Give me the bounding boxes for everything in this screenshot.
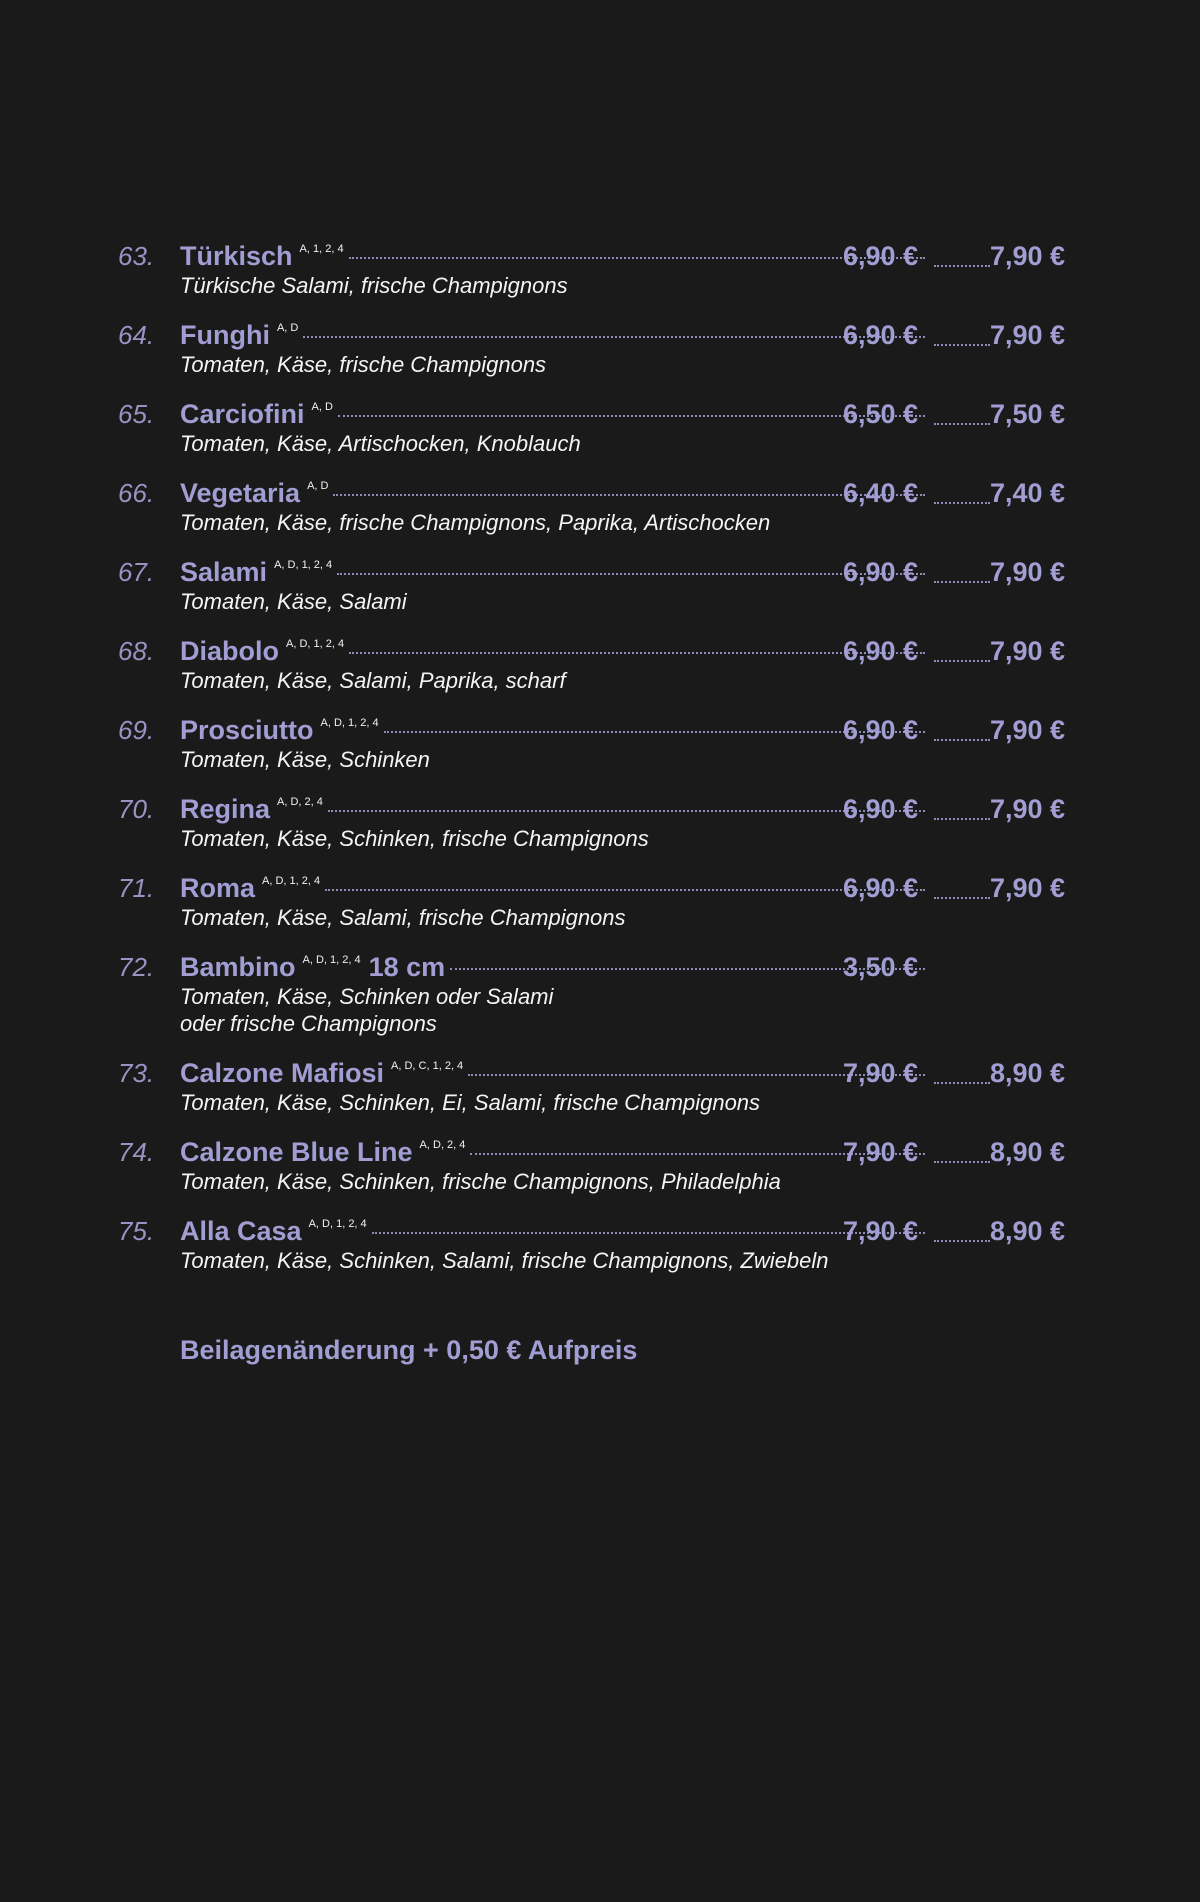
price-small: 6,50 € (843, 399, 919, 429)
price-small: 6,90 € (843, 715, 919, 745)
menu-item (0, 236, 1200, 315)
allergen-codes: A, D, 1, 2, 4 (308, 1218, 367, 1230)
item-number: 71. (118, 873, 155, 903)
description-line: Tomaten, Käse, Artischocken, Knoblauch (180, 431, 581, 456)
price-large: 8,90 € (990, 1137, 1066, 1167)
item-heading (180, 552, 925, 592)
allergen-codes: A, D, 1, 2, 4 (286, 638, 345, 650)
item-description (180, 588, 407, 615)
item-description (180, 983, 553, 1037)
price-small: 6,90 € (843, 636, 919, 666)
menu-item (0, 789, 1200, 868)
dot-leader (349, 652, 925, 654)
item-heading (180, 473, 925, 513)
price-small: 6,90 € (843, 241, 919, 271)
item-name: Diabolo (180, 636, 279, 666)
dot-leader (337, 573, 925, 575)
item-name: Funghi (180, 320, 270, 350)
menu-item (0, 868, 1200, 947)
item-heading (180, 394, 925, 434)
item-description (180, 1089, 760, 1116)
dot-leader (325, 889, 925, 891)
item-heading (180, 631, 925, 671)
description-line: Tomaten, Käse, Schinken, Ei, Salami, frische Champignons (180, 1090, 761, 1115)
price-small: 6,90 € (843, 794, 919, 824)
price-large: 7,90 € (990, 715, 1066, 745)
item-heading (180, 1132, 925, 1172)
allergen-codes: A, D, 1, 2, 4 (320, 717, 379, 729)
dot-leader (934, 581, 990, 583)
price-large: 7,50 € (990, 399, 1066, 429)
menu-item (0, 710, 1200, 789)
menu-list (0, 236, 1200, 1290)
item-name: Salami (180, 557, 268, 587)
item-name: Vegetaria (180, 478, 301, 508)
menu-item (0, 473, 1200, 552)
dot-leader (934, 265, 990, 267)
menu-item (0, 552, 1200, 631)
item-name: Regina (180, 794, 271, 824)
menu-item (0, 315, 1200, 394)
price-large: 7,90 € (990, 241, 1066, 271)
item-name: Roma (180, 873, 256, 903)
item-number: 65. (118, 399, 155, 429)
item-number: 74. (118, 1137, 155, 1167)
price-small: 3,50 € (843, 952, 919, 982)
item-description (180, 509, 770, 536)
price-large: 8,90 € (990, 1216, 1066, 1246)
menu-item (0, 1211, 1200, 1290)
allergen-codes: A, D, 1, 2, 4 (302, 954, 361, 966)
item-number: 66. (118, 478, 155, 508)
item-name: Türkisch (180, 241, 293, 271)
description-line: Tomaten, Käse, Schinken, frische Champignons (180, 826, 649, 851)
item-number: 68. (118, 636, 155, 666)
item-number: 72. (118, 952, 155, 982)
description-line: Tomaten, Käse, Salami, Paprika, scharf (180, 668, 566, 693)
item-number: 70. (118, 794, 155, 824)
item-heading (180, 789, 925, 829)
price-small: 7,90 € (843, 1216, 919, 1246)
allergen-codes: A, D, 1, 2, 4 (262, 875, 321, 887)
item-heading (180, 236, 925, 276)
price-large: 7,90 € (990, 794, 1066, 824)
allergen-codes: A, D (276, 322, 299, 334)
description-line: Tomaten, Käse, frische Champignons (180, 352, 547, 377)
item-description (180, 351, 546, 378)
item-heading (180, 947, 925, 987)
price-large: 7,90 € (990, 320, 1066, 350)
description-line: Türkische Salami, frische Champignons (180, 273, 568, 298)
menu-item (0, 947, 1200, 1053)
item-size: 18 cm (368, 952, 446, 982)
allergen-codes: A, 1, 2, 4 (299, 243, 344, 255)
item-heading (180, 1053, 925, 1093)
item-description (180, 272, 568, 299)
description-line: Tomaten, Käse, frische Champignons, Paprika, Artischocken (180, 510, 771, 535)
description-line: Tomaten, Käse, Schinken (180, 747, 430, 772)
item-heading (180, 315, 925, 355)
item-description (180, 904, 626, 931)
dot-leader (934, 897, 990, 899)
dot-leader (934, 502, 990, 504)
item-description (180, 667, 566, 694)
price-small: 6,90 € (843, 557, 919, 587)
dot-leader (349, 257, 925, 259)
price-large: 7,90 € (990, 636, 1066, 666)
item-name: Prosciutto (180, 715, 314, 745)
menu-item (0, 1053, 1200, 1132)
allergen-codes: A, D (311, 401, 333, 413)
price-large: 8,90 € (990, 1058, 1066, 1088)
item-heading (180, 868, 925, 908)
item-name: Calzone Mafiosi (180, 1058, 385, 1088)
menu-item (0, 631, 1200, 710)
dot-leader (934, 344, 990, 346)
item-name: Calzone Blue Line (180, 1137, 413, 1167)
price-small: 7,90 € (843, 1058, 919, 1088)
item-description (180, 1168, 781, 1195)
dot-leader (333, 494, 925, 496)
dot-leader (303, 336, 925, 338)
item-description (180, 825, 649, 852)
description-line: Tomaten, Käse, Schinken oder Salami (180, 984, 554, 1009)
allergen-codes: A, D, 2, 4 (419, 1139, 466, 1151)
item-number: 63. (118, 241, 155, 271)
item-name: Alla Casa (180, 1216, 302, 1246)
description-line: Tomaten, Käse, Salami (180, 589, 407, 614)
item-number: 73. (118, 1058, 155, 1088)
surcharge-note: Beilagenänderung + 0,50 € Aufpreis (180, 1335, 638, 1365)
item-description (180, 1247, 829, 1274)
description-line: Tomaten, Käse, Schinken, frische Champignons, Philadelphia (180, 1169, 781, 1194)
price-small: 7,90 € (843, 1137, 919, 1167)
item-name: Bambino (180, 952, 296, 982)
allergen-codes: A, D, C, 1, 2, 4 (391, 1060, 464, 1072)
menu-item (0, 1132, 1200, 1211)
allergen-codes: A, D (307, 480, 329, 492)
item-number: 64. (118, 320, 155, 350)
description-line: Tomaten, Käse, Salami, frische Champignons (180, 905, 626, 930)
item-number: 67. (118, 557, 155, 587)
item-heading (180, 1211, 925, 1251)
dot-leader (934, 660, 990, 662)
dot-leader (934, 1240, 990, 1242)
price-large: 7,90 € (990, 557, 1066, 587)
price-small: 6,90 € (843, 320, 919, 350)
dot-leader (338, 415, 925, 417)
description-line: Tomaten, Käse, Schinken, Salami, frische Champignons, Zwiebeln (180, 1248, 829, 1273)
description-line: oder frische Champignons (180, 1011, 437, 1036)
price-small: 6,90 € (843, 873, 919, 903)
menu-item (0, 394, 1200, 473)
dot-leader (328, 810, 925, 812)
allergen-codes: A, D, 1, 2, 4 (274, 559, 333, 571)
dot-leader (934, 739, 990, 741)
dot-leader (372, 1232, 925, 1234)
price-small: 6,40 € (843, 478, 919, 508)
item-number: 69. (118, 715, 155, 745)
dot-leader (934, 818, 990, 820)
price-large: 7,90 € (990, 873, 1066, 903)
dot-leader (934, 423, 990, 425)
item-number: 75. (118, 1216, 155, 1246)
item-description (180, 746, 430, 773)
allergen-codes: A, D, 2, 4 (277, 796, 323, 808)
dot-leader (934, 1161, 990, 1163)
item-description (180, 430, 581, 457)
dot-leader (934, 1082, 990, 1084)
item-name: Carciofini (180, 399, 305, 429)
item-heading (180, 710, 925, 750)
price-large: 7,40 € (990, 478, 1066, 508)
